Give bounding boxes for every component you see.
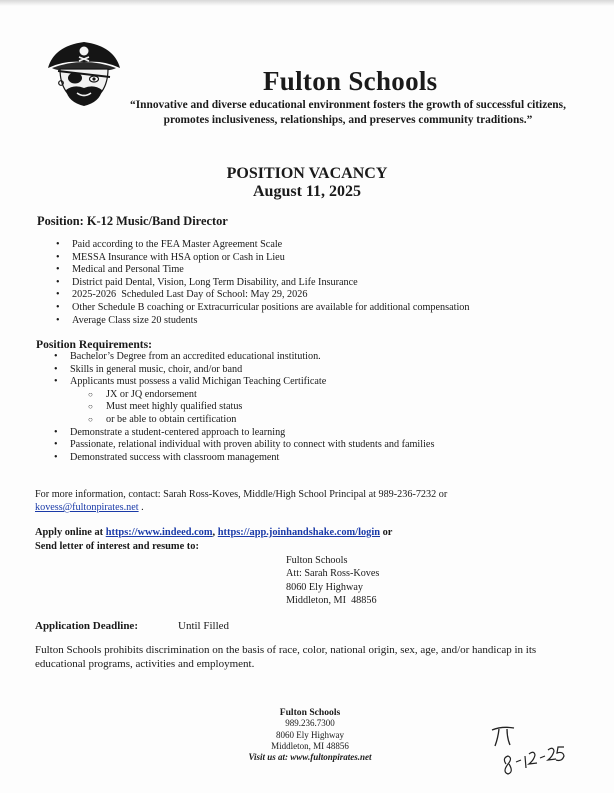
posting-date: August 11, 2025 xyxy=(252,183,362,200)
address-line: 8060 Ely Highway xyxy=(286,581,363,593)
indeed-link[interactable]: https://www.indeed.com xyxy=(105,527,213,538)
bullet-icon: • xyxy=(56,314,60,326)
email-link[interactable]: kovess@fultonpirates.net xyxy=(35,502,139,513)
footer-block xyxy=(200,707,420,763)
bullet-icon: • xyxy=(54,451,58,463)
list-item: ○ Must meet highly qualified status xyxy=(88,401,243,413)
bullet-icon: • xyxy=(56,289,60,301)
address-line: Fulton Schools xyxy=(286,555,348,566)
mailing-address xyxy=(286,554,379,608)
bullet-icon: • xyxy=(56,276,60,288)
benefits-list xyxy=(56,239,469,327)
apply-sep: , xyxy=(212,527,218,538)
bullet-icon: • xyxy=(54,351,58,362)
deadline-value: Until Filled xyxy=(178,620,230,632)
list-item: ○ or be able to obtain certification xyxy=(88,413,237,425)
vacancy-heading: POSITION VACANCY xyxy=(226,165,388,182)
list-item: • Demonstrate a student-centered approach to learning xyxy=(54,426,286,438)
circle-bullet-icon: ○ xyxy=(88,402,93,412)
requirements-title: Position Requirements: xyxy=(36,338,153,351)
list-item: • Skills in general music, choir, and/or band xyxy=(54,363,243,375)
address-line: Att: Sarah Ross-Koves xyxy=(286,568,380,580)
list-item: • Medical and Personal Time xyxy=(56,264,184,276)
bullet-icon: • xyxy=(56,251,60,263)
contact-info xyxy=(35,488,515,514)
footer-phone: 989.236.7300 xyxy=(285,718,335,729)
bullet-icon: • xyxy=(56,239,60,250)
apply-prefix: Apply online at xyxy=(35,527,106,538)
address-line: Middleton, MI 48856 xyxy=(286,595,377,607)
bullet-icon: • xyxy=(54,439,58,451)
handwritten-initials-date-icon xyxy=(488,720,568,780)
requirements-list xyxy=(54,351,434,464)
position-title: Position: K-12 Music/Band Director xyxy=(37,214,228,228)
bullet-icon: • xyxy=(54,376,58,388)
deadline-label: Application Deadline: xyxy=(35,620,138,632)
list-item: • 2025-2026 Scheduled Last Day of School: May 29, 2026 xyxy=(56,289,308,301)
footer-website: Visit us at: www.fultonpirates.net xyxy=(248,752,372,763)
list-item: ○ JX or JQ endorsement xyxy=(88,388,197,400)
bullet-icon: • xyxy=(56,264,60,276)
list-item: • Applicants must possess a valid Michigan Teaching Certificate xyxy=(54,376,327,388)
list-item: • Paid according to the FEA Master Agreement Scale xyxy=(56,239,283,250)
bullet-icon: • xyxy=(54,426,58,438)
handshake-link[interactable]: https://app.joinhandshake.com/login xyxy=(217,527,381,538)
org-name: Fulton Schools xyxy=(263,66,438,96)
apply-suffix: or xyxy=(380,527,393,538)
contact-suffix: . xyxy=(141,502,144,513)
footer-city: Middleton, MI 48856 xyxy=(271,740,349,751)
contact-text: For more information, contact: Sarah Ross-Koves, Middle/High School Principal at 989-236-7232 or xyxy=(35,489,448,500)
apply-mail-line: Send letter of interest and resume to: xyxy=(35,540,199,552)
bullet-icon: • xyxy=(54,363,58,375)
circle-bullet-icon: ○ xyxy=(88,414,93,424)
circle-bullet-icon: ○ xyxy=(88,389,93,399)
list-item: • Passionate, relational individual with proven ability to connect with students and families xyxy=(54,439,435,451)
list-item: • District paid Dental, Vision, Long Term Disability, and Life Insurance xyxy=(56,276,358,288)
footer-name: Fulton Schools xyxy=(279,707,341,718)
list-item: • Average Class size 20 students xyxy=(56,314,198,326)
apply-section xyxy=(35,526,575,553)
nondiscrimination-statement: Fulton Schools prohibits discrimination on the basis of race, color, national origin, sex, age, and/or handicap in its educational programs, activities and employment. xyxy=(35,644,537,670)
footer-street: 8060 Ely Highway xyxy=(276,729,344,740)
list-item: • Demonstrated success with classroom management xyxy=(54,451,280,463)
scan-edge xyxy=(0,0,614,6)
bullet-icon: • xyxy=(56,301,60,313)
application-deadline xyxy=(35,620,230,632)
list-item: • Other Schedule B coaching or Extracurricular positions are available for additional compensation xyxy=(56,301,470,313)
list-item: • Bachelor’s Degree from an accredited educational institution. xyxy=(54,351,321,362)
motto: “Innovative and diverse educational environment fosters the growth of successful citizens, promotes inclusiveness, relationships, and preserves community traditions.” xyxy=(130,99,566,126)
list-item: • MESSA Insurance with HSA option or Cash in Lieu xyxy=(56,251,285,263)
